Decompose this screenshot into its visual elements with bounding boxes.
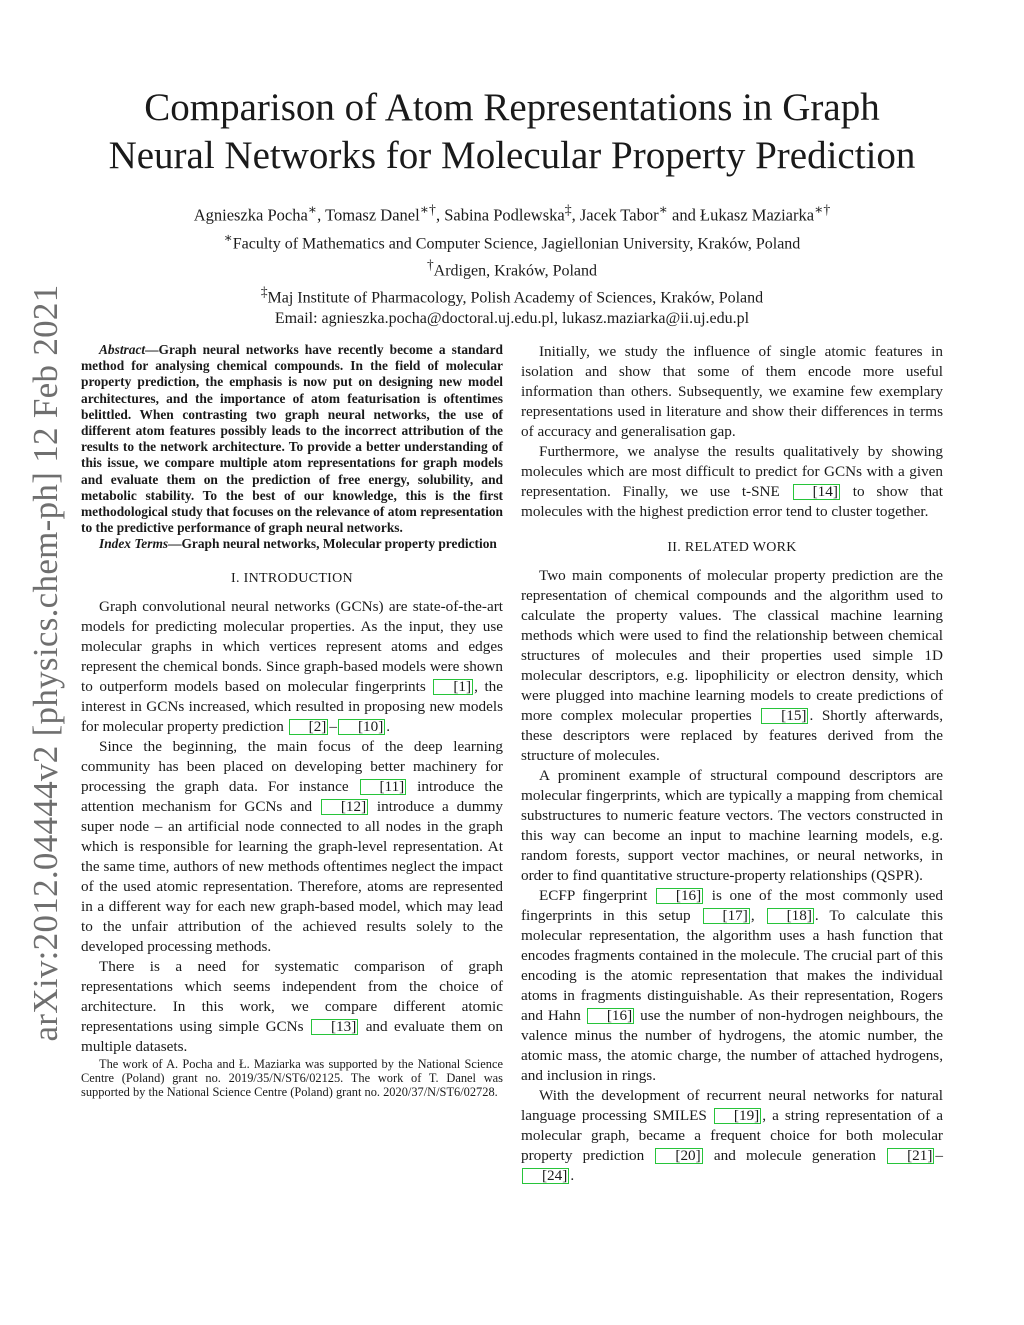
citation-link[interactable]: [14] xyxy=(793,484,840,500)
citation-link[interactable]: [2] xyxy=(289,719,329,735)
author-mark: ∗ xyxy=(658,202,668,217)
abstract-text: —Graph neural networks have recently become a standard method for analysing chemical compounds. In the field of molecular property prediction, the emphasis is now put on designing new model architectures, and the importance of atom featurisation is oftentimes belittled. When contrasting two graph neural networks, the use of different atom features possibly leads to the incorrect attribution of the results to the network architecture. To provide a better understanding of this issue, we compare multiple atom representations for graph models and evaluate them on the prediction of free energy, solubility, and metabolic stability. To the best of our knowledge, this is the first methodological study that focuses on the relevance of atom representation to the predictive performance of graph neural networks. xyxy=(81,342,503,536)
abstract-label: Abstract xyxy=(99,342,146,357)
title-line-1: Comparison of Atom Representations in Graph xyxy=(144,86,880,129)
citation-link[interactable]: [24] xyxy=(522,1168,569,1184)
paragraph: With the development of recurrent neural networks for natural language processing SMILES [19] , a string representation of a molecular graph, became a frequent choice for both molecular property prediction [20] and molecule generation [21] –[24] . xyxy=(521,1087,944,1184)
citation-link[interactable]: [12] xyxy=(321,799,368,815)
citation-link[interactable]: [16] xyxy=(656,888,703,904)
abstract xyxy=(81,342,503,536)
author-name: Sabina Podlewska xyxy=(444,205,565,225)
citation-link[interactable]: [11] xyxy=(360,779,407,795)
paragraph: ECFP fingerprint [16] is one of the most commonly used fingerprints in this setup [17] , [18] . To calculate this molecular representation, the algorithm uses a hash function that encodes fragments contained in the molecule. The crucial part of this encoding is the atomic representation that makes the individual atoms in fragments distinguishable. As their representation, Rogers and Hahn [16] use the number of non-hydrogen neighbours, the valence minus the number of hydrogens, the atomic number, the atomic mass, the atomic charge, the number of attached hydrogens, and inclusion in rings. xyxy=(521,887,944,1084)
paragraph: Two main components of molecular property prediction are the representation of chemical compounds and the algorithm used to calculate the property values. The classical machine learning methods which were used to find the relationship between chemical structures of molecules and their properties used simple 1D molecular descriptors, e.g. lipophilicity or electron density, which were plugged into machine learning models to create predictions of more complex molecular properties [15] . Shortly afterwards, these descriptors were replaced by features derived from the structure of molecules. xyxy=(521,567,943,764)
paper-title xyxy=(80,84,944,180)
author-conjunction: and xyxy=(672,205,696,225)
citation-link[interactable]: [20] xyxy=(655,1148,702,1164)
author-name: Agnieszka Pocha xyxy=(193,205,308,225)
citation-link[interactable]: [19] xyxy=(714,1108,761,1124)
index-terms xyxy=(81,536,503,552)
citation-link[interactable]: [1] xyxy=(433,679,473,695)
author-list: Agnieszka Pocha∗, Tomasz Danel∗†, Sabina Podlewska‡, Jacek Tabor∗ and Łukasz Maziarka∗† xyxy=(193,202,831,225)
author-block xyxy=(80,200,944,329)
citation-link[interactable]: [10] xyxy=(338,719,385,735)
citation-link[interactable]: [17] xyxy=(703,908,750,924)
citation-link[interactable]: [13] xyxy=(311,1019,358,1035)
author-name: Jacek Tabor xyxy=(579,205,659,225)
paragraph: Graph convolutional neural networks (GCNs) are state-of-the-art models for predicting molecular properties. As the input, they use molecular graphs in which vertices represent atoms and edges represent the chemical bonds. Since graph-based models were shown to outperform models based on molecular fingerprints [1] , the interest in GCNs increased, which resulted in proposing new models for molecular property prediction [2] – [10] . xyxy=(81,597,503,735)
affiliation xyxy=(80,282,944,309)
author-name: Tomasz Danel xyxy=(325,205,420,225)
funding-footnote: The work of A. Pocha and Ł. Maziarka was supported by the National Science Centre (Poland) grant no. 2019/35/N/ST6/02125. The work of T. Danel was supported by the National Science Centre (Poland) grant no. 2020/37/N/ST6/02728. xyxy=(81,1056,503,1100)
affiliation-text: Faculty of Mathematics and Computer Science, Jagiellonian University, Kraków, Poland xyxy=(232,235,801,253)
index-terms-text: —Graph neural networks, Molecular property prediction xyxy=(168,536,497,552)
paragraph: A prominent example of structural compound descriptors are molecular fingerprints, which are typically a mapping from chemical substructures to numeric feature vectors. The vectors constructed in this way can become an input to machine learning models, e.g. random forests, support vector machines, or neural networks, in order to find quantitative structure-property relationships (QSPR). xyxy=(521,767,943,884)
affiliation xyxy=(80,255,944,282)
left-column xyxy=(81,342,503,1100)
paragraph: Since the beginning, the main focus of the deep learning community has been placed on developing better machinery for processing the graph data. For instance [11] introduce the attention mechanism for GCNs and [12] introduce a dummy super node – an artificial node connected to all nodes in the graph which is responsible for learning the graph-level representation. At the same time, authors of new methods oftentimes neglect the impact of the used atomic representation. Therefore, atoms are represented in a different way for each new graph-based model, which may lead to the unfair attribution of the achieved results solely to the developed processing methods. xyxy=(81,737,503,955)
affiliation-mark: ‡ xyxy=(260,283,268,299)
title-line-2: Neural Networks for Molecular Property Prediction xyxy=(108,134,916,177)
citation-link[interactable]: [21] xyxy=(887,1148,934,1164)
author-mark: ∗† xyxy=(814,202,831,217)
paragraph: Furthermore, we analyse the results qualitatively by showing molecules which are most difficult to predict for GCNs with a given representation. Finally, we use t-SNE [14] to show that molecules with the highest prediction error tend to cluster together. xyxy=(521,443,944,520)
author-mark: ∗† xyxy=(419,202,436,217)
affiliation-mark: † xyxy=(426,257,434,273)
paragraph: Initially, we study the influence of single atomic features in isolation and show that some of them encode more useful information than others. Subsequently, we examine few exemplary representations used in literature and show their differences in terms of accuracy and generalisation gap. xyxy=(521,343,943,440)
section-heading-introduction: I. INTRODUCTION xyxy=(231,570,353,586)
right-column xyxy=(521,342,943,1186)
contact-email: Email: agnieszka.pocha@doctoral.uj.edu.pl, lukasz.maziarka@ii.uj.edu.pl xyxy=(274,309,750,327)
citation-link[interactable]: [18] xyxy=(767,908,814,924)
arxiv-identifier: arXiv:2012.04444v2 [physics.chem-ph] 12 Feb 2021 xyxy=(26,284,65,1042)
author-mark: ∗ xyxy=(307,202,318,217)
affiliation-mark: ∗ xyxy=(223,230,233,246)
author-mark: ‡ xyxy=(564,202,572,217)
author-name: Łukasz Maziarka xyxy=(700,205,815,225)
affiliation-text: Ardigen, Kraków, Poland xyxy=(433,262,598,280)
citation-link[interactable]: [15] xyxy=(761,708,808,724)
index-terms-label: Index Terms xyxy=(99,536,169,552)
paragraph: There is a need for systematic comparison of graph representations which seems independent from the choice of architecture. In this work, we compare different atomic representations using simple GCNs [13] and evaluate them on multiple datasets. xyxy=(81,957,503,1055)
section-heading-related-work: II. RELATED WORK xyxy=(667,540,797,555)
affiliation-text: Maj Institute of Pharmacology, Polish Academy of Sciences, Kraków, Poland xyxy=(267,289,764,307)
affiliation xyxy=(80,228,944,255)
citation-link[interactable]: [16] xyxy=(587,1008,634,1024)
